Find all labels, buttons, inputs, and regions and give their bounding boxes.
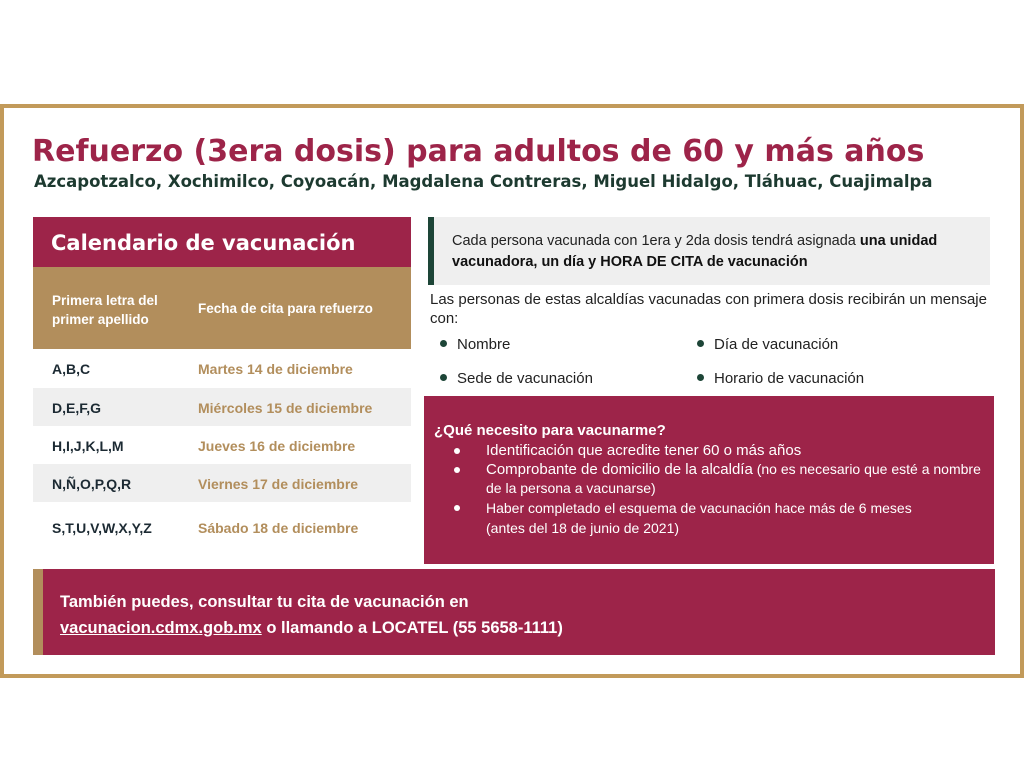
locatel-text: o llamando a LOCATEL (55 5658-1111): [261, 619, 563, 637]
calendar-title: Calendario de vacunación: [33, 217, 411, 267]
requirements-question: ¿Qué necesito para vacunarme?: [434, 422, 666, 439]
requirement-note: (antes del 18 de junio de 2021): [486, 520, 680, 536]
row-date: Sábado 18 de diciembre: [198, 520, 359, 536]
column-header-letter: Primera letra del primer apellido: [52, 293, 158, 327]
bullet-icon: [697, 374, 704, 381]
row-letters: A,B,C: [52, 361, 91, 377]
message-item-label: Sede de vacunación: [457, 370, 593, 387]
municipalities-subtitle: Azcapotzalco, Xochimilco, Coyoacán, Magdalena Contreras, Miguel Hidalgo, Tláhuac, Cuajimalpa: [34, 172, 933, 191]
contact-banner: [33, 569, 995, 655]
table-row: [33, 426, 411, 464]
row-date: Jueves 16 de diciembre: [198, 438, 356, 454]
table-row: [33, 508, 411, 546]
row-letters: S,T,U,V,W,X,Y,Z: [52, 520, 152, 536]
requirement-note: (no es necesario que esté a nombre de la persona a vacunarse): [486, 461, 981, 496]
info-regular-text: Cada persona vacunada con 1era y 2da dosis tendrá asignada: [452, 233, 860, 249]
list-item: [452, 441, 982, 460]
message-item-label: Día de vacunación: [714, 336, 839, 353]
message-item: [440, 370, 593, 387]
row-letters: H,I,J,K,L,M: [52, 438, 124, 454]
contact-line: También puedes, consultar tu cita de vacunación en: [60, 593, 469, 611]
bullet-icon: [440, 374, 447, 381]
row-date: Miércoles 15 de diciembre: [198, 400, 373, 416]
contact-line-2: [60, 619, 563, 638]
requirements-list: [452, 441, 982, 538]
bullet-icon: [440, 340, 447, 347]
website-link[interactable]: vacunacion.cdmx.gob.mx: [60, 619, 262, 637]
message-item: [697, 336, 838, 353]
info-bold-text: una unidad vacunadora, un día y HORA DE CITA de vacunación: [452, 233, 938, 270]
message-item-label: Horario de vacunación: [714, 370, 865, 387]
requirement-text: Identificación que acredite tener 60 o más años: [486, 442, 802, 459]
page-title: Refuerzo (3era dosis) para adultos de 60 y más años: [32, 134, 925, 169]
requirement-text: Haber completado el esquema de vacunación hace más de 6 meses: [486, 500, 912, 516]
column-header-date: Fecha de cita para refuerzo: [198, 301, 373, 316]
message-item: [440, 336, 510, 353]
list-item: [452, 498, 982, 538]
requirements-box: [424, 396, 994, 564]
row-letters: N,Ñ,O,P,Q,R: [52, 476, 132, 492]
table-row: [33, 349, 411, 387]
bullet-icon: [697, 340, 704, 347]
message-intro: Las personas de estas alcaldías vacunadas con primera dosis recibirán un mensaje con:: [430, 291, 987, 327]
requirement-text: Comprobante de domicilio de la alcaldía: [486, 461, 753, 478]
message-item: [697, 370, 864, 387]
row-date: Viernes 17 de diciembre: [198, 476, 359, 492]
message-item-label: Nombre: [457, 336, 511, 353]
calendar-column-headers: [33, 267, 411, 349]
appointment-info-box: [428, 217, 990, 285]
row-date: Martes 14 de diciembre: [198, 361, 353, 377]
appointment-info-text: [452, 231, 982, 273]
row-letters: D,E,F,G: [52, 400, 102, 416]
table-row: [33, 464, 411, 502]
list-item: [452, 460, 982, 498]
table-row: [33, 388, 411, 426]
